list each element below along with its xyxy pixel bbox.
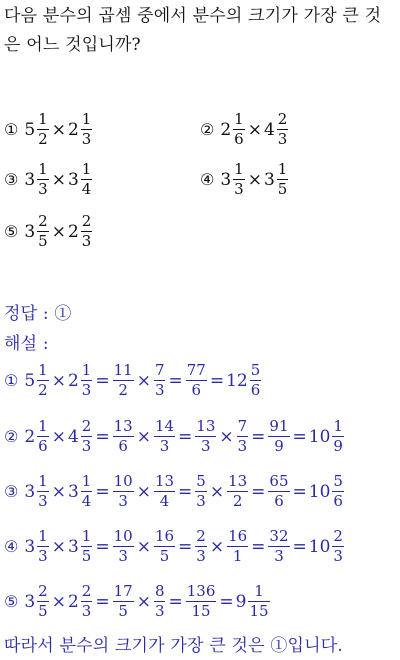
mixed-number [68, 584, 93, 619]
mixed-number [194, 529, 208, 564]
equals-sign: = [168, 591, 183, 612]
fraction [332, 529, 344, 564]
whole-part: 3 [220, 169, 232, 190]
mixed-number [68, 363, 93, 398]
solution-marker: ④ [4, 537, 19, 556]
fraction [37, 529, 49, 564]
equals-sign: = [292, 426, 307, 447]
numerator: 1 [38, 417, 48, 435]
numerator: 10 [113, 472, 133, 490]
numerator: 1 [38, 361, 48, 379]
numerator: 16 [154, 527, 175, 545]
fraction [277, 112, 289, 147]
numerator: 2 [81, 417, 92, 435]
denominator: 4 [81, 492, 92, 510]
equals-sign: = [178, 536, 193, 557]
choice-1 [4, 112, 93, 147]
whole-part: 5 [24, 119, 36, 140]
numerator: 1 [234, 160, 244, 178]
solution-marker: ⑤ [4, 592, 19, 611]
denominator: 5 [38, 232, 48, 250]
mixed-number [24, 419, 49, 454]
numerator: 13 [154, 472, 175, 490]
denominator: 2 [38, 130, 48, 148]
mixed-number [153, 363, 167, 398]
whole-part: 3 [24, 591, 36, 612]
numerator: 1 [333, 417, 343, 435]
denominator: 15 [191, 602, 211, 620]
denominator: 3 [154, 602, 165, 620]
choice-2 [200, 112, 289, 147]
numerator: 1 [277, 160, 288, 178]
times-sign: × [247, 169, 262, 190]
equals-sign: = [95, 426, 110, 447]
fraction [154, 363, 166, 398]
equals-sign: = [292, 536, 307, 557]
numerator: 1 [38, 527, 48, 545]
fraction [37, 474, 49, 509]
whole-part: 2 [24, 426, 36, 447]
denominator: 6 [274, 492, 284, 510]
times-sign: × [51, 370, 66, 391]
times-sign: × [51, 221, 66, 242]
equals-sign: = [95, 591, 110, 612]
mixed-number [24, 363, 49, 398]
whole-part: 3 [24, 169, 36, 190]
numerator: 1 [38, 160, 48, 178]
numerator: 136 [186, 582, 216, 600]
choice-marker: ④ [200, 170, 215, 189]
mixed-number [68, 214, 93, 249]
numerator: 1 [254, 582, 264, 600]
whole-part: 3 [24, 481, 36, 502]
times-sign: × [51, 119, 66, 140]
denominator: 3 [81, 232, 92, 250]
fraction [113, 363, 134, 398]
choice-4 [200, 162, 289, 197]
conclusion-text: 따라서 분수의 크기가 가장 큰 것은 ①입니다. [4, 636, 343, 656]
mixed-number [153, 584, 167, 619]
whole-part: 3 [24, 221, 36, 242]
whole-part: 10 [308, 481, 331, 502]
numerator: 2 [196, 527, 206, 545]
fraction [233, 112, 245, 147]
choice-marker: ① [4, 120, 19, 139]
fraction [37, 419, 49, 454]
fraction [37, 214, 49, 249]
equals-sign: = [95, 481, 110, 502]
fraction [250, 363, 262, 398]
denominator: 3 [81, 602, 92, 620]
choice-marker: ③ [4, 170, 19, 189]
whole-part: 2 [67, 370, 79, 391]
numerator: 8 [154, 582, 165, 600]
numerator: 7 [154, 361, 165, 379]
times-sign: × [209, 481, 225, 502]
numerator: 13 [113, 417, 133, 435]
fraction [37, 112, 49, 147]
choice-3 [4, 162, 93, 197]
times-sign: × [136, 591, 151, 612]
equals-sign: = [95, 370, 110, 391]
mixed-number [226, 474, 249, 509]
denominator: 1 [232, 547, 243, 565]
denominator: 3 [38, 180, 48, 198]
times-sign: × [136, 536, 151, 557]
fraction [113, 584, 134, 619]
denominator: 3 [234, 180, 244, 198]
fraction [113, 529, 134, 564]
denominator: 9 [274, 437, 284, 455]
numerator: 77 [186, 361, 206, 379]
question-line-1: 다음 분수의 곱셈 중에서 분수의 크기가 가장 큰 것 [4, 6, 382, 26]
mixed-number [264, 162, 289, 197]
mixed-number [236, 419, 250, 454]
numerator: 1 [38, 110, 48, 128]
mixed-number [309, 474, 345, 509]
denominator: 5 [81, 547, 92, 565]
fraction [113, 419, 134, 454]
denominator: 2 [118, 381, 128, 399]
mixed-number [24, 474, 49, 509]
choice-5 [4, 214, 93, 249]
mixed-number [220, 162, 245, 197]
times-sign: × [136, 370, 151, 391]
denominator: 3 [38, 492, 48, 510]
denominator: 3 [81, 381, 92, 399]
fraction [113, 474, 134, 509]
whole-part: 3 [67, 169, 79, 190]
numerator: 1 [81, 527, 92, 545]
solution-2 [4, 419, 345, 454]
denominator: 2 [232, 492, 243, 510]
fraction [227, 474, 248, 509]
whole-part: 12 [226, 370, 248, 391]
mixed-number [24, 162, 49, 197]
denominator: 3 [333, 547, 343, 565]
numerator: 2 [81, 212, 92, 230]
mixed-number [112, 363, 135, 398]
whole-part: 2 [67, 119, 79, 140]
mixed-number [68, 112, 93, 147]
numerator: 2 [333, 527, 343, 545]
numerator: 2 [277, 110, 288, 128]
denominator: 3 [38, 547, 48, 565]
equals-sign: = [251, 426, 266, 447]
numerator: 1 [234, 110, 244, 128]
solution-1 [4, 363, 262, 398]
solution-4 [4, 529, 345, 564]
times-sign: × [51, 481, 66, 502]
fraction [154, 474, 175, 509]
equals-sign: = [178, 481, 193, 502]
denominator: 6 [118, 437, 128, 455]
numerator: 5 [333, 472, 343, 490]
fraction [81, 162, 93, 197]
fraction [268, 419, 289, 454]
denominator: 3 [237, 437, 248, 455]
choice-marker: ② [200, 120, 215, 139]
denominator: 3 [118, 492, 128, 510]
whole-part: 10 [308, 536, 331, 557]
equals-sign: = [292, 481, 307, 502]
numerator: 7 [237, 417, 248, 435]
mixed-number [112, 419, 135, 454]
mixed-number [24, 214, 49, 249]
whole-part: 5 [24, 370, 36, 391]
times-sign: × [51, 426, 66, 447]
fraction [195, 529, 207, 564]
numerator: 1 [81, 472, 92, 490]
mixed-number [68, 474, 93, 509]
numerator: 10 [113, 527, 133, 545]
equals-sign: = [95, 536, 110, 557]
mixed-number [153, 474, 176, 509]
fraction [81, 112, 93, 147]
fraction [195, 419, 216, 454]
times-sign: × [51, 536, 66, 557]
solution-marker: ③ [4, 482, 19, 501]
mixed-number [267, 474, 290, 509]
fraction [154, 529, 175, 564]
numerator: 2 [38, 212, 48, 230]
equals-sign: = [219, 591, 234, 612]
solution-3 [4, 474, 345, 509]
explanation-label: 해설 : [4, 334, 49, 354]
fraction [37, 363, 49, 398]
solution-5 [4, 584, 271, 619]
denominator: 6 [250, 381, 261, 399]
times-sign: × [219, 426, 234, 447]
times-sign: × [136, 426, 151, 447]
numerator: 17 [113, 582, 133, 600]
fraction [37, 162, 49, 197]
numerator: 2 [38, 582, 48, 600]
denominator: 3 [81, 437, 92, 455]
times-sign: × [51, 591, 66, 612]
times-sign: × [247, 119, 262, 140]
mixed-number [68, 419, 93, 454]
numerator: 1 [81, 361, 92, 379]
numerator: 5 [250, 361, 261, 379]
fraction [248, 584, 269, 619]
denominator: 9 [333, 437, 343, 455]
numerator: 16 [228, 527, 248, 545]
mixed-number [68, 162, 93, 197]
answer-label: 정답 : ① [4, 304, 72, 324]
denominator: 5 [118, 602, 128, 620]
mixed-number [112, 584, 135, 619]
mixed-number [267, 419, 290, 454]
numerator: 1 [38, 472, 48, 490]
mixed-number [153, 529, 176, 564]
mixed-number [309, 529, 345, 564]
equals-sign: = [251, 481, 266, 502]
mixed-number [24, 529, 49, 564]
equals-sign: = [178, 426, 193, 447]
fraction [227, 529, 248, 564]
fraction [237, 419, 249, 454]
whole-part: 2 [220, 119, 232, 140]
times-sign: × [209, 536, 225, 557]
fraction [277, 162, 289, 197]
mixed-number [194, 419, 217, 454]
denominator: 4 [159, 492, 170, 510]
denominator: 15 [249, 602, 269, 620]
whole-part: 4 [67, 426, 79, 447]
fraction [332, 474, 344, 509]
fraction [233, 162, 245, 197]
fraction [186, 584, 217, 619]
denominator: 3 [118, 547, 128, 565]
mixed-number [185, 363, 208, 398]
mixed-number [185, 584, 218, 619]
fraction [154, 584, 166, 619]
fraction [81, 363, 93, 398]
mixed-number [226, 363, 262, 398]
denominator: 3 [201, 437, 211, 455]
equals-sign: = [168, 370, 183, 391]
denominator: 3 [196, 547, 206, 565]
fraction [81, 529, 93, 564]
question-line-2: 은 어느 것입니까? [4, 35, 141, 55]
denominator: 3 [274, 547, 284, 565]
denominator: 3 [159, 437, 170, 455]
choice-marker: ⑤ [4, 222, 19, 241]
mixed-number [68, 529, 93, 564]
fraction [81, 584, 93, 619]
denominator: 3 [277, 130, 288, 148]
numerator: 1 [81, 160, 92, 178]
whole-part: 3 [67, 481, 79, 502]
whole-part: 3 [67, 536, 79, 557]
fraction [195, 474, 207, 509]
mixed-number [220, 112, 245, 147]
fraction [186, 363, 207, 398]
mixed-number [236, 584, 271, 619]
fraction [81, 474, 93, 509]
solution-marker: ② [4, 427, 19, 446]
mixed-number [24, 584, 49, 619]
mixed-number [112, 474, 135, 509]
denominator: 5 [38, 602, 48, 620]
whole-part: 3 [263, 169, 275, 190]
denominator: 3 [196, 492, 206, 510]
times-sign: × [51, 169, 66, 190]
denominator: 6 [333, 492, 343, 510]
equals-sign: = [251, 536, 266, 557]
numerator: 13 [228, 472, 248, 490]
denominator: 4 [81, 180, 92, 198]
denominator: 3 [81, 130, 92, 148]
denominator: 3 [154, 381, 165, 399]
mixed-number [24, 112, 49, 147]
numerator: 91 [269, 417, 289, 435]
fraction [332, 419, 344, 454]
denominator: 2 [38, 381, 48, 399]
fraction [81, 214, 93, 249]
fraction [268, 529, 289, 564]
mixed-number [226, 529, 249, 564]
fraction [81, 419, 93, 454]
whole-part: 2 [67, 221, 79, 242]
whole-part: 10 [308, 426, 331, 447]
equals-sign: = [209, 370, 225, 391]
solution-marker: ① [4, 371, 19, 390]
whole-part: 9 [235, 591, 247, 612]
whole-part: 4 [263, 119, 275, 140]
numerator: 2 [81, 582, 92, 600]
numerator: 1 [81, 110, 92, 128]
numerator: 32 [269, 527, 289, 545]
whole-part: 2 [67, 591, 79, 612]
denominator: 5 [159, 547, 170, 565]
denominator: 6 [38, 437, 48, 455]
numerator: 5 [196, 472, 206, 490]
mixed-number [264, 112, 289, 147]
times-sign: × [136, 481, 151, 502]
mixed-number [153, 419, 176, 454]
numerator: 65 [269, 472, 289, 490]
mixed-number [267, 529, 290, 564]
denominator: 6 [191, 381, 202, 399]
fraction [268, 474, 289, 509]
denominator: 6 [234, 130, 244, 148]
whole-part: 3 [24, 536, 36, 557]
numerator: 13 [196, 417, 216, 435]
denominator: 5 [277, 180, 288, 198]
mixed-number [309, 419, 345, 454]
mixed-number [194, 474, 208, 509]
numerator: 14 [154, 417, 175, 435]
fraction [154, 419, 175, 454]
mixed-number [112, 529, 135, 564]
fraction [37, 584, 49, 619]
numerator: 11 [113, 361, 133, 379]
